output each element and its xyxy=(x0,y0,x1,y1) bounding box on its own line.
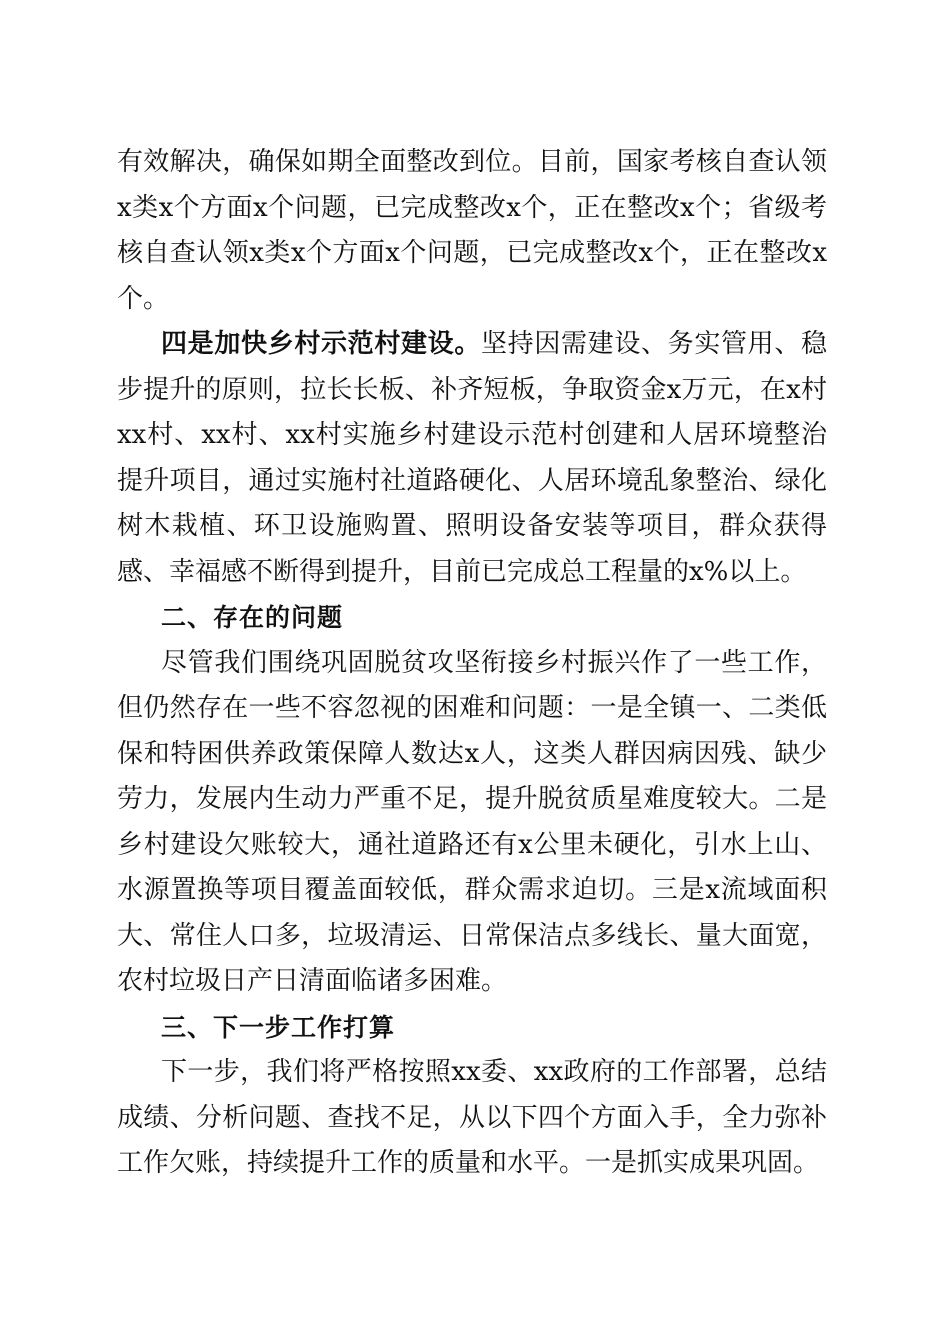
paragraph-next-steps xyxy=(117,1050,827,1187)
paragraph-text: 下一步，我们将严格按照xx委、xx政府的工作部署，总结成绩、分析问题、查找不足，从以下四个方面入手，全力弥补工作欠账，持续提升工作的质量和水平。一是抓实成果巩固。 xyxy=(117,1057,827,1178)
paragraph-problems xyxy=(117,641,827,1005)
section-heading-next-steps: 三、下一步工作打算 xyxy=(161,1012,396,1042)
document-page xyxy=(117,140,827,1187)
paragraph-text: 尽管我们围绕巩固脱贫攻坚衔接乡村振兴作了一些工作，但仍然存在一些不容忽视的困难和问题：一是全镇一、二类低保和特困供养政策保障人数达x人，这类人群因病因残、缺少劳力，发展内生动力严重不足，提升脱贫质星难度较大。二是乡村建设欠账较大，通社道路还有x公里未硬化，引水上山、水源置换等项目覆盖面较低，群众需求迫切。三是x流域面积大、常住人口多，垃圾清运、日常保洁点多线长、量大面宽，农村垃圾日产日清面临诸多困难。 xyxy=(117,647,827,996)
paragraph-rectification-progress xyxy=(117,140,827,322)
paragraph-text: 有效解决，确保如期全面整改到位。目前，国家考核自查认领x类x个方面x个问题，已完成整改x个，正在整改x个；省级考核自查认领x类x个方面x个问题，已完成整改x个，正在整改x个。 xyxy=(117,147,827,314)
paragraph-demo-village xyxy=(117,322,827,595)
section-heading-problems: 二、存在的问题 xyxy=(161,603,344,632)
paragraph-lead: 四是加快乡村示范村建设。 xyxy=(161,329,481,359)
paragraph-text: 坚持因需建设、务实管用、稳步提升的原则，拉长长板、补齐短板，争取资金x万元，在x村xx村、xx村、xx村实施乡村建设示范村创建和人居环境整治提升项目，通过实施村社道路硬化、人居环境乱象整治、绿化树木栽植、环卫设施购置、照明设备安装等项目，群众获得感、幸福感不断得到提升，目前已完成总工程量的x%以上。 xyxy=(117,329,827,587)
